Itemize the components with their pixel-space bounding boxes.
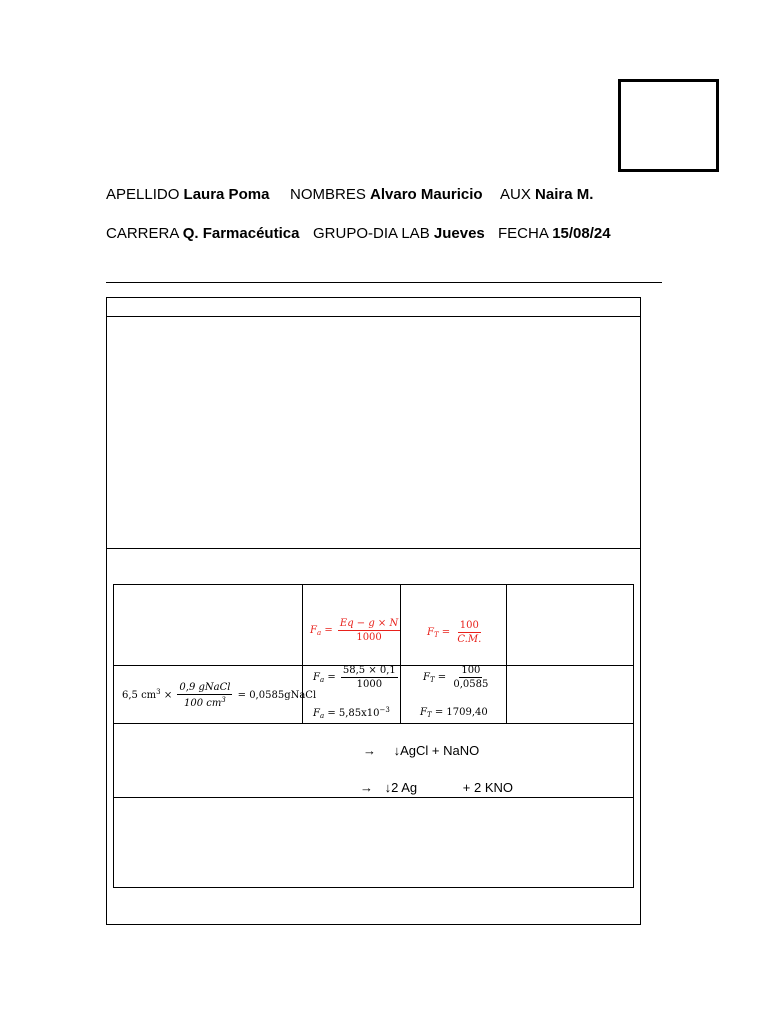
nombres-value: Alvaro Mauricio xyxy=(370,186,483,203)
table-row-divider-2 xyxy=(114,723,633,724)
reaction-2-product-b: + 2 KNO xyxy=(462,780,513,795)
aux-field xyxy=(500,186,593,203)
reaction-2-arrow: → xyxy=(360,780,373,795)
apellido-label: APELLIDO xyxy=(106,186,180,203)
frame-section-divider xyxy=(107,548,640,549)
frame-title-divider xyxy=(107,316,640,317)
fecha-label: FECHA xyxy=(498,225,549,242)
mass-volume: 6,5 cm xyxy=(122,690,157,701)
fa-symbol: F xyxy=(310,625,317,636)
reaction-2-product-a: ↓2 Ag xyxy=(384,780,418,795)
ft-symbol: F xyxy=(427,627,434,638)
ft-result-value: = 1709,40 xyxy=(434,707,488,718)
nombres-field xyxy=(290,186,483,203)
grupo-label: GRUPO-DIA LAB xyxy=(313,225,430,242)
carrera-label: CARRERA xyxy=(106,225,179,242)
mass-times: × xyxy=(163,690,173,701)
header-divider xyxy=(106,282,662,283)
ft-calc-denominator: 0,0585 xyxy=(453,679,489,690)
nombres-label: NOMBRES xyxy=(290,186,366,203)
fecha-value: 15/08/24 xyxy=(552,225,611,242)
fa-denominator: 1000 xyxy=(356,632,382,643)
grupo-value: Jueves xyxy=(433,225,485,242)
ft-numerator: 100 xyxy=(459,620,479,631)
table-col-divider-2 xyxy=(400,585,401,723)
reaction-1 xyxy=(363,743,479,758)
fa-result-value: = 5,85x10 xyxy=(327,708,380,719)
apellido-value: Laura Poma xyxy=(183,186,270,203)
reaction-1-arrow: → xyxy=(363,743,376,758)
grupo-field xyxy=(313,225,485,242)
ft-result: $F_T = 1709,40$ xyxy=(420,707,488,719)
fa-calculation: $F_a$ = $\frac{58,5 \times 0,1}{1000}$ xyxy=(313,665,396,690)
mass-volume-exp: 3 xyxy=(156,688,161,696)
fa-result-exp: −3 xyxy=(379,706,390,714)
ft-subscript: T xyxy=(433,631,439,639)
fa-result: $F_a = 5,85x10^{-3}$ xyxy=(313,706,390,720)
ft-calculation: $F_T$ = $\frac{100}{0,0585}$ xyxy=(423,665,489,690)
mass-denominator-exp: 3 xyxy=(221,696,226,704)
header-line-1 xyxy=(106,186,269,203)
ft-calc-numerator: 100 xyxy=(461,665,481,676)
mass-numerator: 0,9 gNaCl xyxy=(179,682,231,693)
aux-label: AUX xyxy=(500,186,531,203)
fa-general-formula: $F_a$ = $\frac{Eq - g \times N}{1000}$ xyxy=(310,618,399,643)
fecha-field xyxy=(498,225,611,242)
mass-denominator: 100 cm xyxy=(184,698,222,709)
ft-general-formula: $F_T$ = $\frac{100}{C.M.}$ xyxy=(427,620,482,645)
carrera-field xyxy=(106,225,299,242)
table-row-divider-3 xyxy=(114,797,633,798)
fa-subscript: a xyxy=(316,629,322,637)
mass-result: = 0,0585gNaCl xyxy=(237,690,317,701)
carrera-value: Q. Farmacéutica xyxy=(182,225,300,242)
reaction-1-products: ↓AgCl + NaNO xyxy=(393,743,480,758)
mass-calculation xyxy=(122,682,316,709)
fa-numerator: Eq − g × N xyxy=(339,618,399,629)
ft-denominator: C.M. xyxy=(457,634,482,645)
grade-box xyxy=(618,79,719,172)
table-col-divider-3 xyxy=(506,585,507,723)
fa-calc-numerator: 58,5 × 0,1 xyxy=(342,665,396,676)
fa-calc-denominator: 1000 xyxy=(356,679,383,690)
reaction-2 xyxy=(360,780,513,795)
aux-value: Naira M. xyxy=(535,186,594,203)
